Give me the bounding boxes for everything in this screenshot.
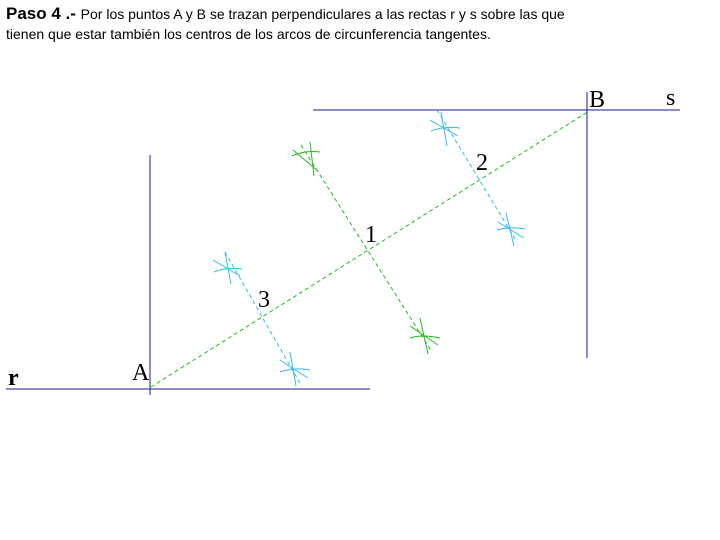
arc-marks-1-bottom bbox=[410, 318, 440, 354]
label-b: B bbox=[589, 87, 606, 113]
label-point-3: 3 bbox=[258, 287, 270, 313]
arc-marks-1-top bbox=[292, 142, 320, 176]
label-a: A bbox=[132, 360, 150, 386]
arc-marks-3-top bbox=[213, 252, 242, 284]
step-title: Paso 4 bbox=[6, 4, 61, 23]
label-s: s bbox=[666, 85, 676, 111]
arc-marks-2-bottom bbox=[497, 213, 525, 246]
bisector-2 bbox=[437, 110, 517, 242]
caption-text-2: tienen que estar también los centros de los arcos de circunferencia tangentes. bbox=[6, 26, 491, 42]
label-point-2: 2 bbox=[476, 150, 488, 176]
segment-ab bbox=[151, 111, 589, 387]
label-point-1: 1 bbox=[365, 222, 377, 248]
step-separator: .- bbox=[60, 4, 81, 23]
label-r: r bbox=[8, 365, 19, 391]
caption-text-1: Por los puntos A y B se trazan perpendiculares a las rectas r y s sobre las que bbox=[80, 6, 565, 22]
bisector-1 bbox=[301, 145, 432, 352]
bisector-3 bbox=[225, 252, 301, 385]
